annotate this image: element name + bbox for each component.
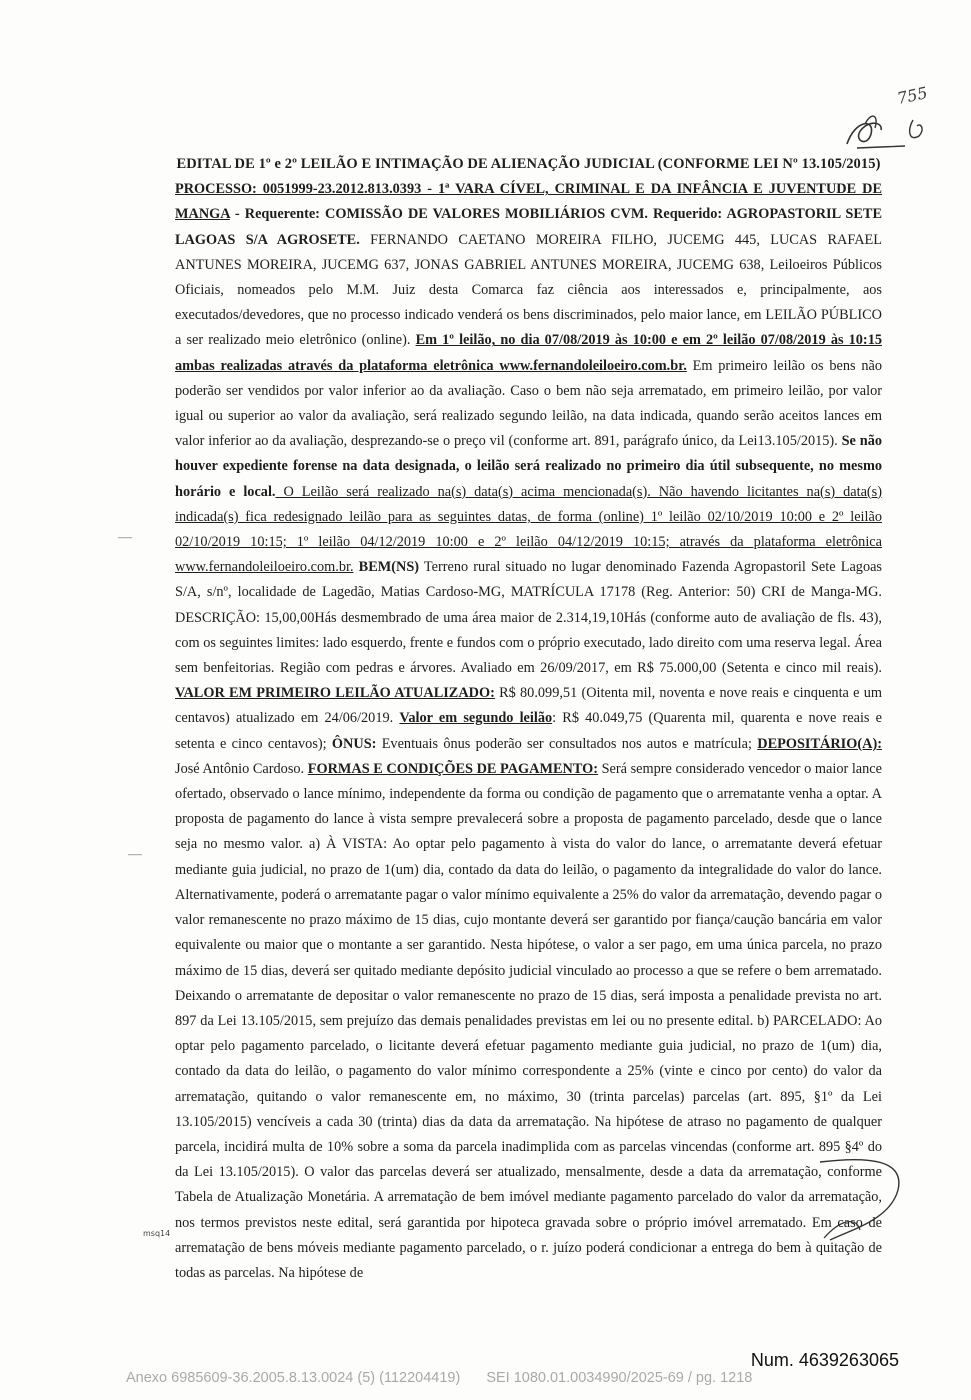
- bem-text: Terreno rural situado no lugar denominado Fazenda Agropastoril Sete Lagoas S/A, s/nº, localidade de Lagedão, Matias Cardoso-MG, MATRÍCULA 17178 (Reg. Anterior: 50) CRI de Manga-MG. DESCRIÇÃO: 15,00,00Hás desmembrado de uma área maior de 2.314,19,10Hás (conforme auto de avaliação de fls. 43), com os seguintes limites: lado esquerdo, frente e fundos com o próprio executado, lado direito com uma reserva legal. Área sem benfeitorias. Região com pedras e árvores. Avaliado em 26/09/2017, em R$ 75.000,00 (Setenta e cinco mil reais).: [175, 559, 882, 677]
- document-number: Num. 4639263065: [750, 1350, 899, 1370]
- depositario-label: DEPOSITÁRIO(A):: [757, 735, 882, 752]
- footer-sei: SEI 1080.01.0034990/2025-69 / pg. 1218: [486, 1370, 753, 1386]
- processo-label: PROCESSO: 0051999-23.2012.813.0393 - 1ª VARA CÍVEL, CRIMINAL E DA INFÂNCIA E JUVENTUDE DE MANGA: [175, 181, 882, 223]
- redesignado-text: O Leilão será realizado na(s) data(s) acima mencionada(s). Não havendo licitantes na(s) data(s) indicada(s) fica redesignado leilão para as seguintes datas, de forma (online) 1º leilão 02/10/2019 10:00 e 2º leilão 02/10/2019 10:15; 1º leilão 04/12/2019 10:00 e 2º leilão 04/12/2019 10:15; através da plataforma eletrônica www.fernandoleiloeiro.com.br.: [175, 483, 883, 576]
- margin-mark: —: [128, 847, 142, 862]
- handwritten-page-number: 755: [895, 83, 930, 108]
- formas-text: Será sempre considerado vencedor o maior lance ofertado, observado o lance mínimo, independente da forma ou condição de pagamento que o arrematante venha a optar. A proposta de pagamento do lance à vista sempre prevalecerá sobre a proposta de pagamento parcelado, desde que o lance seja no mesmo valor. a) À VISTA: Ao optar pelo pagamento à vista do valor do lance, o arrematante deverá efetuar mediante guia judicial, no prazo de 1(um) dia, contado da data do leilão, o pagamento da integralidade do valor do lance. Alternativamente, poderá o arrematante pagar o valor mínimo equivalente a 25% do valor da arrematação, devendo pagar o valor remanescente no prazo máximo de 15 dias, cujo montante deverá ser garantido por fiança/caução bancária em valor equivalente ou maior que o montante a ser garantido. Nesta hipótese, o valor a ser pago, em uma única parcela, no prazo máximo de 15 dias, deverá ser quitado mediante depósito judicial vinculado ao processo a que se refere o bem arrematado. Deixando o arrematante de depositar o valor remanescente no prazo de 15 dias, será imposta a penalidade prevista no art. 897 da Lei 13.105/2015, sem prejuízo das demais penalidades previstas em lei ou no presente edital. b) PARCELADO: Ao optar pelo pagamento parcelado, o licitante deverá efetuar pagamento mediante guia judicial, no prazo de 1(um) dia, contado da data do leilão, o pagamento do valor mínimo correspondente a 25% (vinte e cinco por cento) do valor da arrematação, quitando o valor remanescente em, no máximo, 30 (trinta parcelas) parcelas (art. 895, §1º da Lei 13.105/2015) vencíveis a cada 30 (trinta) dias da data da arrematação. Na hipótese de atraso no pagamento de qualquer parcela, incidirá multa de 10% sobre a soma da parcela inadimplida com as parcelas vincendas (conforme art. 895 §4º do da Lei 13.105/2015). O valor das parcelas deverá ser atualizado, mensalmente, desde a data da arrematação, conforme Tabela de Atualização Monetária. A arrematação de bem imóvel mediante pagamento parcelado do valor da arrematação, nos termos previstos neste edital, será garantida por hipoteca gravada sobre o próprio imóvel arrematado. Em caso de arrematação de bens móveis mediante pagamento parcelado, o r. juízo poderá condicionar a entrega do bem à quitação de todas as parcelas. Na hipótese de: [175, 760, 882, 1281]
- intro-text: FERNANDO CAETANO MOREIRA FILHO, JUCEMG 445, LUCAS RAFAEL ANTUNES MOREIRA, JUCEMG 637, JONAS GABRIEL ANTUNES MOREIRA, JUCEMG 638, Leiloeiros Públicos Oficiais, nomeados pelo M.M. Juiz desta Comarca faz ciência aos interessados e, principalmente, aos executados/devedores, que no processo indicado venderá os bens discriminados, pelo maior lance, em LEILÃO PÚBLICO a ser realizado meio eletrônico (online).: [175, 231, 882, 349]
- valor-primeiro-text: R$ 80.099,51 (Oitenta mil, noventa e nove reais e cinquenta e um centavos) atualizado em 24/06/2019.: [175, 685, 882, 727]
- sem-expediente-text: Se não houver expediente forense na data designada, o leilão será realizado no primeiro dia útil subsequente, no mesmo horário e local.: [175, 433, 882, 500]
- bem-label: BEM(NS): [358, 559, 420, 576]
- margin-code: msq14: [143, 1229, 171, 1238]
- handwritten-initials: [835, 100, 945, 160]
- primeiro-leilao-text: Em primeiro leilão os bens não poderão ser vendidos por valor inferior ao da avaliação. Caso o bem não seja arrematado, em primeiro leilão, por valor igual ou superior ao valor da avaliação, será realizado segundo leilão, na data indicada, quando serão aceitos lances em valor inferior ao da avaliação, desprezando-se o preço vil (conforme art. 891, parágrafo único, da Lei13.105/2015).: [175, 357, 882, 450]
- footer-stamp: [126, 1370, 778, 1386]
- valor-segundo-text: : R$ 40.049,75 (Quarenta mil, quarenta e nove reais e setenta e cinco centavos);: [175, 710, 883, 752]
- edital-body: [175, 152, 882, 1286]
- edital-paragraph: [175, 177, 882, 1286]
- edital-title: EDITAL DE 1º e 2º LEILÃO E INTIMAÇÃO DE ALIENAÇÃO JUDICIAL (CONFORME LEI Nº 13.105/2015): [176, 156, 881, 172]
- datas-leilao: Em 1º leilão, no dia 07/08/2019 às 10:00 e em 2º leilão 07/08/2019 às 10:15 ambas realizadas através da plataforma eletrônica www.fernandoleiloeiro.com.br.: [175, 332, 882, 374]
- partes-text: - Requerente: COMISSÃO DE VALORES MOBILIÁRIOS CVM. Requerido: AGROPASTORIL SETE LAGOAS S/A AGROSETE.: [175, 206, 882, 248]
- valor-primeiro-label: VALOR EM PRIMEIRO LEILÃO ATUALIZADO:: [175, 685, 495, 702]
- margin-mark: —: [118, 530, 132, 545]
- formas-label: FORMAS E CONDIÇÕES DE PAGAMENTO:: [307, 760, 598, 777]
- depositario-text: José Antônio Cardoso.: [175, 760, 308, 777]
- valor-segundo-label: Valor em segundo leilão: [399, 710, 553, 727]
- footer-anexo: Anexo 6985609-36.2005.8.13.0024 (5) (112204419): [126, 1370, 461, 1386]
- onus-label: ÔNUS:: [331, 735, 377, 752]
- handwritten-signature: [810, 1150, 910, 1250]
- onus-text: Eventuais ônus poderão ser consultados nos autos e matrícula;: [376, 735, 758, 752]
